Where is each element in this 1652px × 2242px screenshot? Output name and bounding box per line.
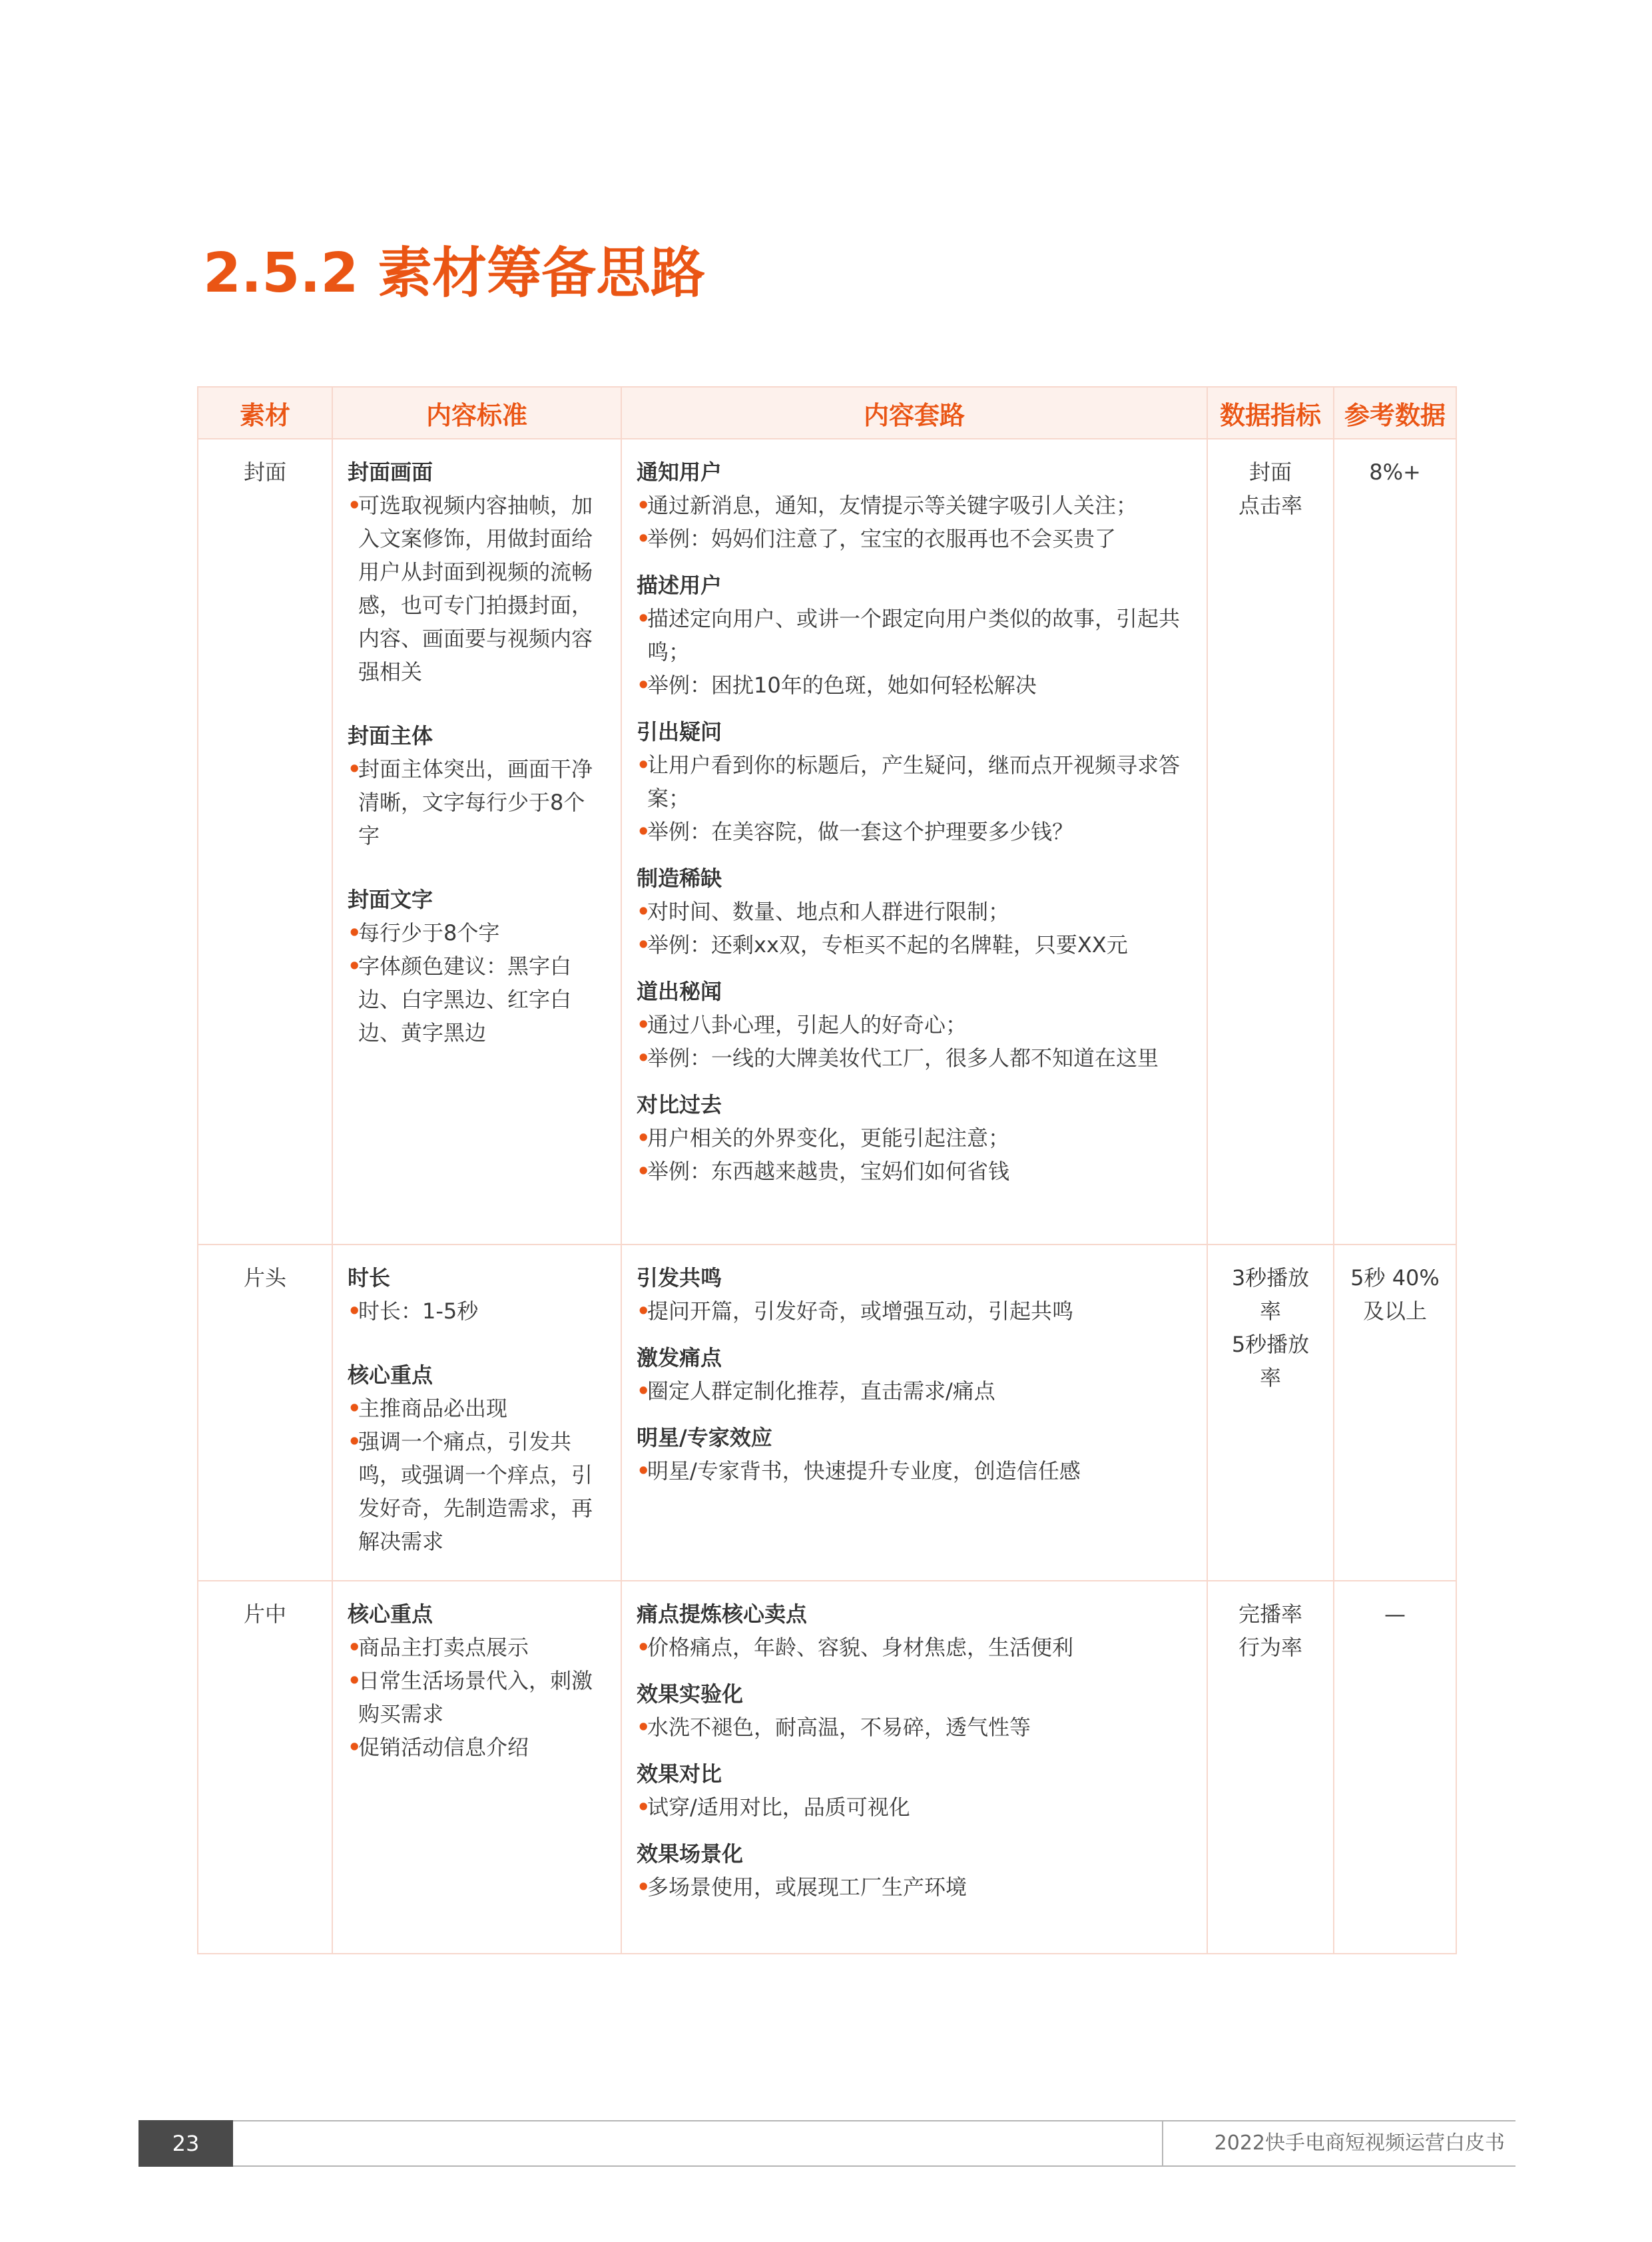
bullet-dot-icon: • [637,1012,651,1037]
content-block [637,569,1192,702]
bullet-item [637,1008,1192,1041]
footer-doc-title: 2022快手电商短视频运营白皮书 [1214,2131,1505,2155]
bullet-item [348,1392,606,1425]
bullet-item [348,1631,606,1664]
content-block [348,1358,606,1558]
block-heading: 效果对比 [637,1761,722,1787]
block-heading: 核心重点 [348,1601,433,1627]
bullet-text: 让用户看到你的标题后，产生疑问，继而点开视频寻求答案； [647,752,1181,811]
block-heading: 效果场景化 [637,1841,744,1866]
content-block [637,1088,1192,1188]
bullet-text: 试穿/适用对比，品质可视化 [647,1795,910,1820]
block-heading: 封面画面 [348,459,433,485]
bullet-dot-icon: • [637,819,651,844]
page-number: 23 [138,2120,233,2167]
content-block [637,455,1192,555]
bullet-dot-icon: • [637,606,651,631]
table-row [198,1581,1456,1954]
cell-reference [1334,439,1456,1245]
bullet-text: 水洗不褪色，耐高温，不易碎，透气性等 [647,1715,1031,1740]
bullet-text: 商品主打卖点展示 [358,1635,529,1660]
bullet-text: 举例：在美容院，做一套这个护理要多少钱？ [647,819,1074,844]
bullet-dot-icon: • [348,1635,362,1660]
bullet-item [637,1041,1192,1075]
block-heading: 痛点提炼核心卖点 [637,1601,808,1627]
table-row [198,1245,1456,1581]
bullet-text: 强调一个痛点，引发共鸣，或强调一个痒点，引发好奇，先制造需求，再解决需求 [358,1429,593,1554]
cell-material: 片头 [198,1245,332,1581]
bullet-item [637,1121,1192,1155]
bullet-text: 可选取视频内容抽帧，加入文案修饰，用做封面给用户从封面到视频的流畅感，也可专门拍摄封面，内容、画面要与视频内容强相关 [358,493,593,685]
bullet-dot-icon: • [637,752,651,778]
header-tactics: 内容套路 [621,387,1207,439]
bullet-item [637,928,1192,962]
bullet-item [348,1425,606,1558]
bullet-item [348,489,606,689]
bullet-item [637,815,1192,848]
cell-metric [1207,1581,1334,1954]
content-block [637,715,1192,848]
bullet-dot-icon: • [637,493,651,518]
bullet-dot-icon: • [637,1874,651,1900]
bullet-dot-icon: • [637,1045,651,1071]
bullet-dot-icon: • [348,1429,362,1454]
block-heading: 引出疑问 [637,719,722,744]
block-heading: 制造稀缺 [637,866,722,891]
bullet-dot-icon: • [637,673,651,698]
bullet-text: 通过新消息，通知，友情提示等关键字吸引人关注； [647,493,1138,518]
header-reference: 参考数据 [1334,387,1456,439]
bullet-text: 字体颜色建议：黑字白边、白字黑边、红字白边、黄字黑边 [358,954,572,1045]
bullet-dot-icon: • [637,1715,651,1740]
bullet-text: 圈定人群定制化推荐，直击需求/痛点 [647,1378,995,1404]
bullet-item [637,1454,1192,1488]
header-standard: 内容标准 [332,387,621,439]
bullet-item [348,1294,606,1328]
bullet-dot-icon: • [637,1159,651,1184]
content-block [348,719,606,852]
header-material: 素材 [198,387,332,439]
cell-tactics [621,439,1207,1245]
bullet-text: 主推商品必出现 [358,1396,508,1421]
bullet-dot-icon: • [637,1378,651,1404]
bullet-item [348,1664,606,1731]
reference-line: 8%+ [1369,459,1421,485]
bullet-dot-icon: • [348,1735,362,1760]
metric-line: 3秒播放率 [1231,1265,1310,1324]
bullet-text: 每行少于8个字 [358,920,500,946]
table-row [198,439,1456,1245]
cell-reference [1334,1581,1456,1954]
bullet-item [348,916,606,950]
cell-metric [1207,1245,1334,1581]
content-block [348,883,606,1049]
bullet-dot-icon: • [637,899,651,924]
bullet-item [637,1711,1192,1744]
content-block [637,1677,1192,1744]
bullet-dot-icon: • [348,920,362,946]
content-block [637,1837,1192,1904]
metric-line: 完播率 [1238,1601,1302,1627]
block-heading: 引发共鸣 [637,1265,722,1290]
content-block [637,862,1192,962]
table-header-row [198,387,1456,439]
footer-divider [1162,2120,1163,2167]
bullet-dot-icon: • [637,526,651,551]
bullet-text: 日常生活场景代入，刺激购买需求 [358,1668,593,1727]
content-block [637,1341,1192,1408]
bullet-dot-icon: • [637,1795,651,1820]
content-block [348,455,606,689]
bullet-item [637,895,1192,928]
content-block [637,1757,1192,1824]
bullet-item [637,748,1192,815]
block-heading: 描述用户 [637,573,722,598]
cell-tactics [621,1245,1207,1581]
bullet-text: 举例：还剩xx双，专柜买不起的名牌鞋，只要XX元 [647,932,1128,958]
block-heading: 通知用户 [637,459,722,485]
bullet-text: 提问开篇，引发好奇，或增强互动，引起共鸣 [647,1298,1074,1324]
bullet-text: 举例：妈妈们注意了，宝宝的衣服再也不会买贵了 [647,526,1117,551]
bullet-item [348,1731,606,1764]
bullet-text: 对时间、数量、地点和人群进行限制； [647,899,1010,924]
bullet-dot-icon: • [637,1635,651,1660]
reference-line: — [1384,1601,1406,1627]
bullet-item [637,1870,1192,1904]
cell-metric [1207,439,1334,1245]
bullet-text: 通过八卦心理，引起人的好奇心； [647,1012,967,1037]
bullet-item [637,1155,1192,1188]
metric-line: 点击率 [1238,493,1302,518]
block-heading: 道出秘闻 [637,979,722,1004]
block-heading: 明星/专家效应 [637,1425,772,1450]
bullet-text: 促销活动信息介绍 [358,1735,529,1760]
bullet-dot-icon: • [637,1298,651,1324]
bullet-text: 明星/专家背书，快速提升专业度，创造信任感 [647,1458,1081,1484]
bullet-text: 举例：东西越来越贵，宝妈们如何省钱 [647,1159,1010,1184]
block-heading: 时长 [348,1265,391,1290]
cell-standard [332,1245,621,1581]
bullet-text: 价格痛点，年龄、容貌、身材焦虑，生活便利 [647,1635,1074,1660]
content-block [637,1421,1192,1488]
material-table [197,386,1457,1954]
bullet-item [637,1631,1192,1664]
bullet-item [637,522,1192,555]
cell-material: 片中 [198,1581,332,1954]
content-block [348,1261,606,1328]
bullet-dot-icon: • [348,756,362,782]
reference-line: 及以上 [1362,1298,1427,1324]
metric-line: 行为率 [1238,1635,1302,1660]
header-metric: 数据指标 [1207,387,1334,439]
content-block [637,1597,1192,1664]
bullet-dot-icon: • [637,1125,651,1151]
metric-line: 封面 [1248,459,1292,485]
bullet-item [637,1791,1192,1824]
cell-tactics [621,1581,1207,1954]
block-heading: 封面主体 [348,723,433,748]
block-heading: 对比过去 [637,1092,722,1117]
bullet-dot-icon: • [348,954,362,979]
cell-standard [332,439,621,1245]
content-block [348,1597,606,1764]
metric-line: 5秒播放率 [1231,1332,1310,1390]
bullet-dot-icon: • [637,1458,651,1484]
page-title: 2.5.2 素材筹备思路 [203,242,706,305]
content-block [637,1261,1192,1328]
bullet-text: 时长：1-5秒 [358,1298,479,1324]
bullet-item [637,489,1192,522]
block-heading: 封面文字 [348,887,433,912]
bullet-item [348,950,606,1049]
bullet-item [348,752,606,852]
cell-material: 封面 [198,439,332,1245]
block-heading: 效果实验化 [637,1681,744,1707]
content-block [637,975,1192,1075]
bullet-item [637,669,1192,702]
bullet-item [637,1374,1192,1408]
bullet-text: 用户相关的外界变化，更能引起注意； [647,1125,1010,1151]
bullet-text: 描述定向用户、或讲一个跟定向用户类似的故事，引起共鸣； [647,606,1181,665]
bullet-text: 多场景使用，或展现工厂生产环境 [647,1874,967,1900]
bullet-text: 举例：困扰10年的色斑，她如何轻松解决 [647,673,1037,698]
bullet-text: 封面主体突出，画面干净清晰，文字每行少于8个字 [358,756,593,848]
bullet-dot-icon: • [348,1396,362,1421]
bullet-text: 举例：一线的大牌美妆代工厂，很多人都不知道在这里 [647,1045,1159,1071]
bullet-dot-icon: • [348,1298,362,1324]
bullet-dot-icon: • [637,932,651,958]
block-heading: 激发痛点 [637,1345,722,1370]
bullet-item [637,1294,1192,1328]
block-heading: 核心重点 [348,1362,433,1388]
cell-standard [332,1581,621,1954]
bullet-dot-icon: • [348,493,362,518]
reference-line: 5秒 40% [1350,1265,1440,1290]
cell-reference [1334,1245,1456,1581]
bullet-dot-icon: • [348,1668,362,1693]
bullet-item [637,602,1192,669]
